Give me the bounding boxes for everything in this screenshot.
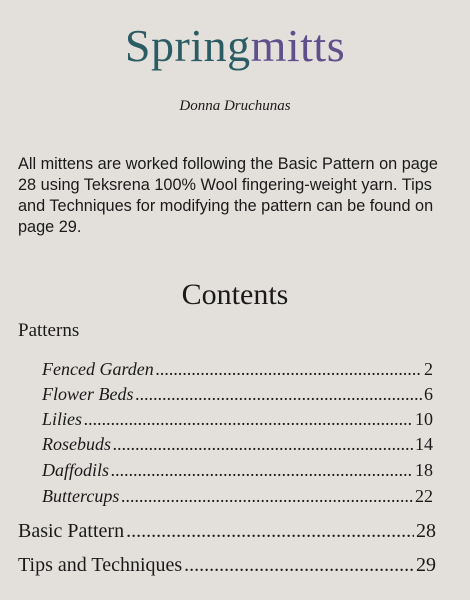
toc-entry-label: Lilies — [42, 409, 83, 429]
toc-entry-lilies[interactable] — [42, 407, 433, 431]
dot-leader — [184, 551, 414, 579]
toc-entry-basic-pattern[interactable] — [18, 517, 436, 545]
toc-entry-rosebuds[interactable] — [42, 432, 433, 456]
toc-entry-label: Fenced Garden — [42, 359, 154, 379]
toc-entry-page: 22 — [415, 486, 433, 506]
toc-entry-label: Tips and Techniques — [18, 554, 183, 576]
toc-entry-page: 28 — [416, 520, 436, 542]
author-name: Donna Druchunas — [179, 98, 291, 114]
toc-entry-tips-and-techniques[interactable] — [18, 551, 436, 579]
toc-entry-page: 29 — [416, 554, 436, 576]
toc-entry-flower-beds[interactable] — [42, 382, 433, 406]
toc-entry-label: Buttercups — [42, 486, 120, 506]
toc-entry-page: 10 — [415, 409, 433, 429]
dot-leader — [126, 517, 414, 545]
dot-leader — [113, 432, 413, 456]
toc-entry-buttercups[interactable] — [42, 484, 433, 508]
toc-entry-page: 6 — [424, 384, 433, 404]
toc-entry-page: 14 — [415, 434, 433, 454]
contents-heading: Contents — [181, 278, 289, 311]
toc-entry-label: Daffodils — [42, 460, 110, 480]
toc-entry-page: 2 — [424, 359, 433, 379]
title-spring: Spring — [124, 20, 251, 71]
dot-leader — [121, 484, 413, 508]
dot-leader — [156, 357, 422, 381]
dot-leader — [84, 407, 413, 431]
toc-entry-daffodils[interactable] — [42, 458, 433, 482]
dot-leader — [111, 458, 413, 482]
toc-entry-label: Flower Beds — [42, 384, 134, 404]
dot-leader — [136, 382, 423, 406]
toc-entry-fenced-garden[interactable] — [42, 357, 433, 381]
title-mitts: mitts — [250, 20, 346, 71]
toc-entry-page: 18 — [415, 460, 433, 480]
toc-entry-label: Basic Pattern — [18, 520, 125, 542]
intro-paragraph: All mittens are worked following the Basic Pattern on page 28 using Teksrena 100% Wool fingering-weight yarn. Tips and Techniques for modifying the pattern can be found on page 29. — [18, 155, 438, 236]
patterns-section-label: Patterns — [18, 320, 80, 341]
toc-entry-label: Rosebuds — [42, 434, 111, 454]
